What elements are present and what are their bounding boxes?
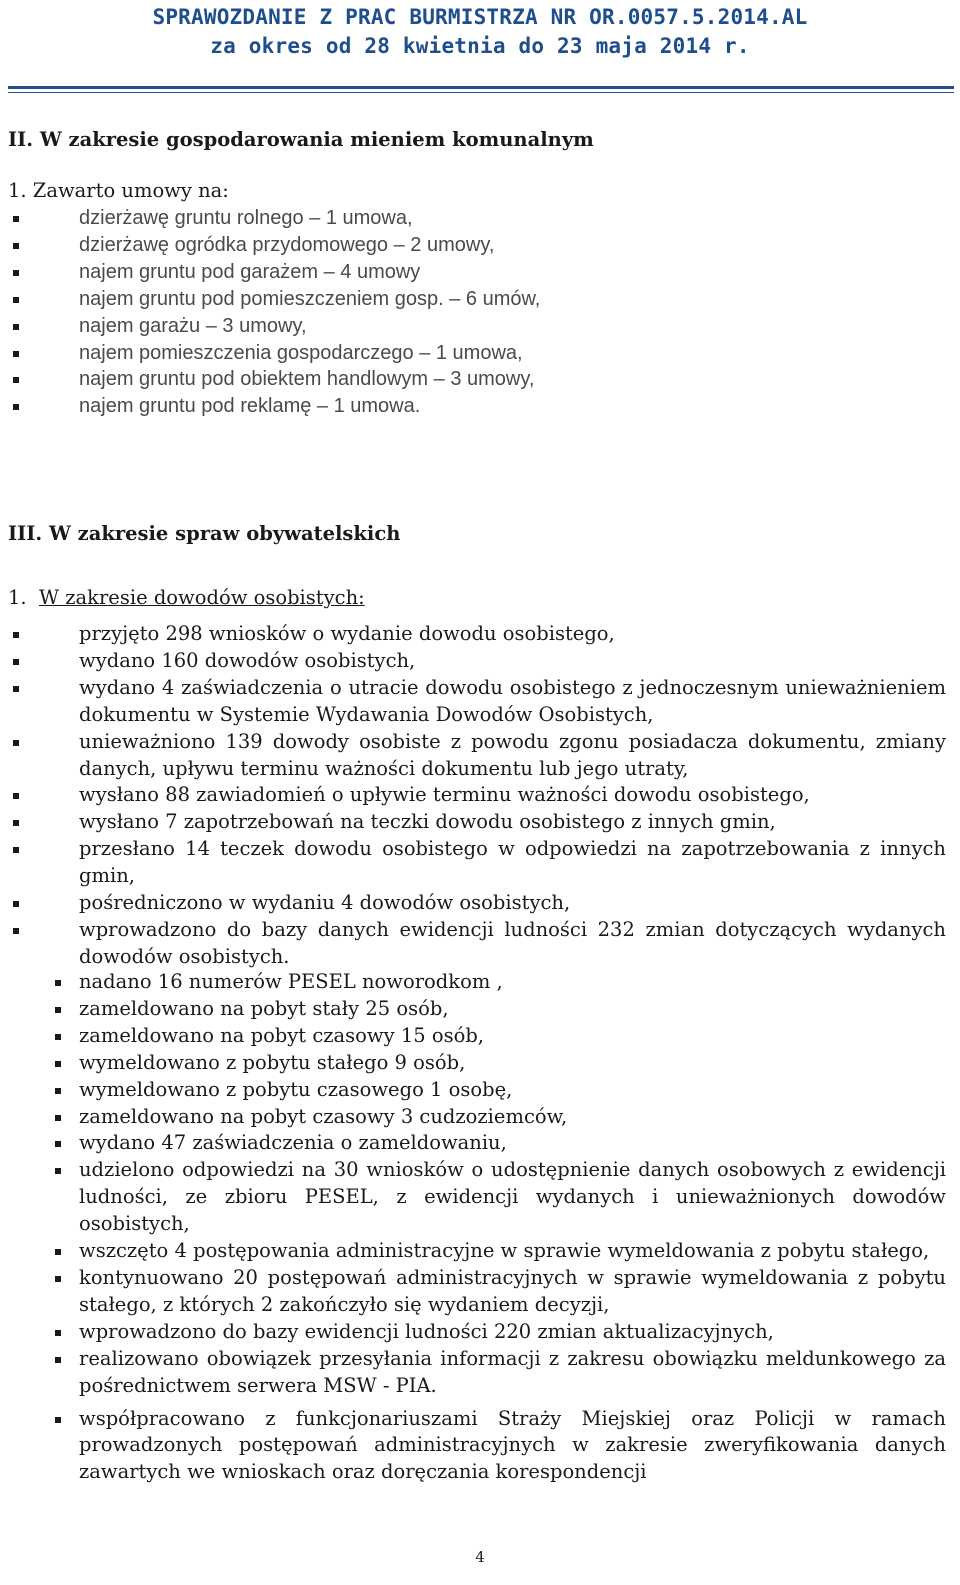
- list-item: zameldowano na pobyt stały 25 osób,: [79, 996, 946, 1023]
- section-3-title: III. W zakresie spraw obywatelskich: [8, 522, 401, 545]
- list-item: wydano 4 zaświadczenia o utracie dowodu osobistego z jednoczesnym unieważnieniem dokumentu w Systemie Wydawania Dowodów Osobistych,: [79, 675, 946, 729]
- list-item: wydano 47 zaświadczenia o zameldowaniu,: [79, 1130, 946, 1157]
- section-2-title: II. W zakresie gospodarowania mieniem komunalnym: [8, 128, 594, 151]
- list-item: wysłano 88 zawiadomień o upływie terminu ważności dowodu osobistego,: [79, 782, 946, 809]
- list-item: wymeldowano z pobytu czasowego 1 osobę,: [79, 1077, 946, 1104]
- list-item: przesłano 14 teczek dowodu osobistego w odpowiedzi na zapotrzebowania z innych gmin,: [79, 836, 946, 890]
- list-item: przyjęto 298 wniosków o wydanie dowodu osobistego,: [79, 621, 946, 648]
- item-number: 1.: [8, 586, 27, 609]
- registry-list: [79, 969, 946, 1486]
- section-2-item-1: 1. Zawarto umowy na:: [8, 179, 229, 202]
- header-rule-thick: [8, 86, 954, 89]
- list-item: współpracowano z funkcjonariuszami Straży Miejskiej oraz Policji w ramach prowadzonych postępowań administracyjnych w zakresie zweryfikowania danych zawartych we wnioskach oraz doręczania korespondencji: [79, 1406, 946, 1487]
- item-heading: W zakresie dowodów osobistych:: [39, 586, 365, 609]
- contracts-list: [79, 205, 939, 420]
- list-item: pośredniczono w wydaniu 4 dowodów osobistych,: [79, 890, 946, 917]
- list-item: najem gruntu pod garażem – 4 umowy: [79, 259, 939, 286]
- page-number: 4: [475, 1548, 485, 1566]
- report-period: za okres od 28 kwietnia do 23 maja 2014 r.: [210, 34, 750, 58]
- list-item: udzielono odpowiedzi na 30 wniosków o udostępnienie danych osobowych z ewidencji ludności, ze zbioru PESEL, z ewidencji wydanych i unieważnionych dowodów osobistych,: [79, 1157, 946, 1238]
- list-item: realizowano obowiązek przesyłania informacji z zakresu obowiązku meldunkowego za pośrednictwem serwera MSW - PIA.: [79, 1346, 946, 1400]
- list-item: dzierżawę ogródka przydomowego – 2 umowy,: [79, 232, 939, 259]
- list-item: unieważniono 139 dowody osobiste z powodu zgonu posiadacza dokumentu, zmiany danych, upływu terminu ważności dokumentu lub jego utraty,: [79, 729, 946, 783]
- list-item: wprowadzono do bazy danych ewidencji ludności 232 zmian dotyczących wydanych dowodów osobistych.: [79, 917, 946, 971]
- list-item: zameldowano na pobyt czasowy 15 osób,: [79, 1023, 946, 1050]
- id-documents-list: [79, 621, 946, 971]
- list-item: nadano 16 numerów PESEL noworodkom ,: [79, 969, 946, 996]
- list-item: wszczęto 4 postępowania administracyjne w sprawie wymeldowania z pobytu stałego,: [79, 1238, 946, 1265]
- list-item: wprowadzono do bazy ewidencji ludności 220 zmian aktualizacyjnych,: [79, 1319, 946, 1346]
- list-item: najem gruntu pod pomieszczeniem gosp. – 6 umów,: [79, 286, 939, 313]
- list-item: najem garażu – 3 umowy,: [79, 313, 939, 340]
- list-item: wydano 160 dowodów osobistych,: [79, 648, 946, 675]
- list-item: wysłano 7 zapotrzebowań na teczki dowodu osobistego z innych gmin,: [79, 809, 946, 836]
- list-item: dzierżawę gruntu rolnego – 1 umowa,: [79, 205, 939, 232]
- list-item: kontynuowano 20 postępowań administracyjnych w sprawie wymeldowania z pobytu stałego, z których 2 zakończyło się wydaniem decyzji,: [79, 1265, 946, 1319]
- list-item: wymeldowano z pobytu stałego 9 osób,: [79, 1050, 946, 1077]
- document-header: [0, 0, 960, 61]
- section-3-item-1: [8, 585, 365, 611]
- list-item: najem pomieszczenia gospodarczego – 1 umowa,: [79, 340, 939, 367]
- report-title: SPRAWOZDANIE Z PRAC BURMISTRZA NR OR.0057.5.2014.AL: [152, 5, 808, 29]
- header-rule-thin: [8, 92, 954, 93]
- list-item: najem gruntu pod obiektem handlowym – 3 umowy,: [79, 366, 939, 393]
- list-item: najem gruntu pod reklamę – 1 umowa.: [79, 393, 939, 420]
- list-item: zameldowano na pobyt czasowy 3 cudzoziemców,: [79, 1104, 946, 1131]
